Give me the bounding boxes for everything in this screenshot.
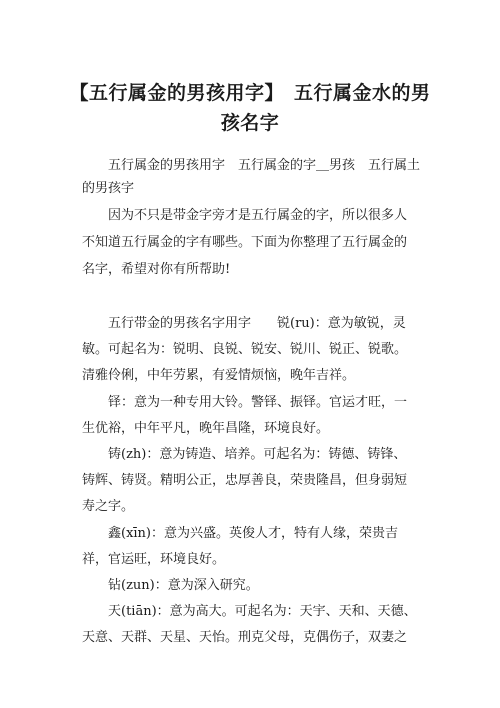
body-line: 生优裕，中年平凡，晚年昌隆，环境良好。 (82, 421, 330, 436)
body-line: 名字，希望对你有所帮助! (82, 262, 231, 277)
title-line-1: 【五行属金的男孩用字】 五行属金水的男 (69, 82, 431, 104)
body-line: 清雅伶俐，中年劳累，有爱情烦恼，晚年吉祥。 (82, 368, 356, 383)
body-line: 铎：意为一种专用大铃。警铎、振铎。官运才旺，一 (82, 395, 408, 410)
body-line: 五行属金的男孩用字 五行属金的字＿男孩 五行属土 (82, 158, 421, 173)
body-line: 因为不只是带金字旁才是五行属金的字，所以很多人 (82, 208, 408, 223)
title-line-2: 孩名字 (220, 112, 280, 134)
body-line: 铸(zh)：意为铸造、培养。可起名为：铸德、铸锋、 (82, 447, 407, 462)
body-line: 寿之字。 (82, 499, 135, 514)
body-line: 的男孩字 (82, 181, 135, 196)
body-line: 鑫(xīn)：意为兴盛。英俊人才，特有人缘，荣贵吉 (82, 526, 399, 541)
body-line: 祥，官运旺，环境良好。 (82, 552, 226, 567)
body-line: 天意、天群、天星、天怡。刑克父母，克偶伤子，双妻之 (82, 630, 408, 645)
body-line: 钻(zun)：意为深入研究。 (82, 578, 259, 593)
body-line: 天(tiān)：意为高大。可起名为：天宇、天和、天德、 (82, 604, 417, 619)
body-line: 五行带金的男孩名字用字 锐(ru)：意为敏锐，灵 (82, 316, 406, 331)
body-line: 不知道五行属金的字有哪些。下面为你整理了五行属金的 (82, 235, 408, 250)
body-line: 敏。可起名为：锐明、良锐、锐安、锐川、锐正、锐歌。 (82, 342, 408, 357)
body-line: 铸辉、铸贤。精明公正，忠厚善良，荣贵隆昌，但身弱短 (82, 473, 408, 488)
document-title (60, 78, 440, 138)
